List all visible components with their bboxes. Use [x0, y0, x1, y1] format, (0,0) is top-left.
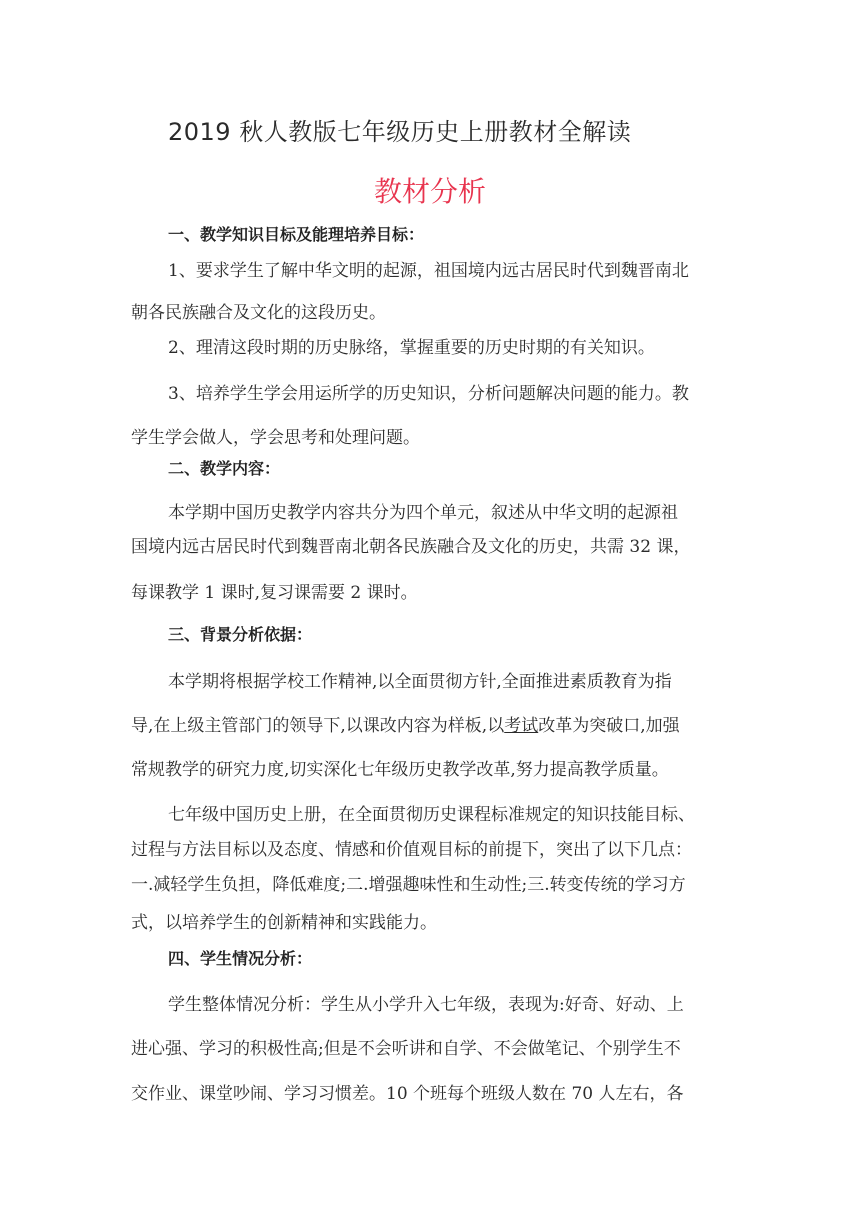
paragraph-line: 朝各民族融合及文化的这段历史。: [131, 303, 386, 323]
paragraph-line: 一.减轻学生负担，降低难度;二.增强趣味性和生动性;三.转变传统的学习方: [131, 875, 686, 895]
paragraph-line: 常规教学的研究力度,切实深化七年级历史教学改革,努力提高教学质量。: [131, 760, 669, 780]
paragraph-line: 2、理清这段时期的历史脉络，掌握重要的历史时期的有关知识。: [168, 338, 655, 358]
paragraph-line: 式，以培养学生的创新精神和实践能力。: [131, 913, 437, 933]
paragraph-line: 进心强、学习的积极性高;但是不会听讲和自学、不会做笔记、个别学生不: [131, 1039, 681, 1059]
paragraph-line: 本学期将根据学校工作精神,以全面贯彻方针,全面推进素质教育为指: [168, 672, 672, 692]
paragraph-line-with-link: [131, 711, 680, 736]
paragraph-line: 七年级中国历史上册，在全面贯彻历史课程标准规定的知识技能目标、: [168, 805, 695, 825]
section-heading-1: 一、教学知识目标及能理培养目标：: [168, 225, 425, 244]
document-title: 2019 秋人教版七年级历史上册教材全解读: [168, 118, 632, 146]
paragraph-line: 国境内远古居民时代到魏晋南北朝各民族融合及文化的历史，共需 32 课，: [131, 537, 691, 557]
paragraph-line: 过程与方法目标以及态度、情感和价值观目标的前提下，突出了以下几点：: [131, 840, 692, 860]
exam-link[interactable]: 考试: [504, 716, 539, 736]
paragraph-line: 学生整体情况分析：学生从小学升入七年级，表现为:好奇、好动、上: [168, 995, 684, 1015]
paragraph-text: 改革为突破口,加强: [538, 716, 680, 736]
section-subtitle: 教材分析: [373, 175, 486, 208]
section-heading-4: 四、学生情况分析：: [168, 949, 313, 968]
paragraph-line: 3、培养学生学会用运所学的历史知识，分析问题解决问题的能力。教: [168, 384, 689, 404]
paragraph-text: 导,在上级主管部门的领导下,以课改内容为样板,以: [131, 716, 505, 736]
paragraph-line: 每课教学 1 课时,复习课需要 2 课时。: [131, 583, 418, 603]
paragraph-line: 交作业、课堂吵闹、学习习惯差。10 个班每个班级人数在 70 人左右，各: [131, 1084, 684, 1104]
paragraph-line: 1、要求学生了解中华文明的起源，祖国境内远古居民时代到魏晋南北: [168, 261, 689, 281]
paragraph-line: 学生学会做人，学会思考和处理问题。: [131, 428, 420, 448]
section-heading-2: 二、教学内容：: [168, 459, 281, 478]
paragraph-line: 本学期中国历史教学内容共分为四个单元，叙述从中华文明的起源祖: [168, 503, 678, 523]
section-heading-3: 三、背景分析依据：: [168, 625, 313, 644]
